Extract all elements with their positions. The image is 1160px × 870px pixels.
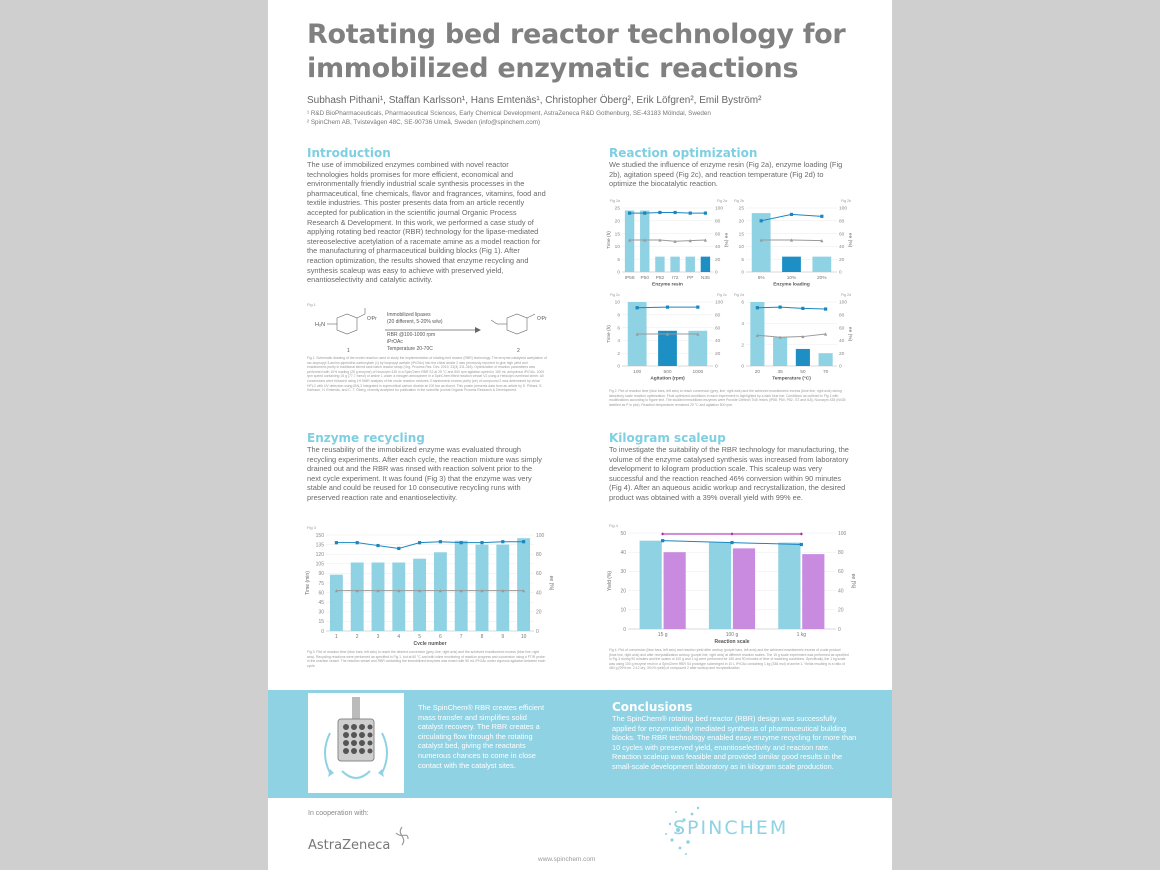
point	[779, 306, 782, 309]
conclusions-section	[612, 700, 857, 772]
fig2a-label-right: Fig 2a	[717, 199, 727, 203]
bar	[773, 337, 787, 366]
optimization-title: Reaction optimization	[609, 146, 758, 160]
fig2c-label: Fig 2c	[610, 293, 620, 297]
bar	[782, 257, 801, 272]
recycling-section	[307, 431, 547, 503]
x-tick-label: 1	[335, 634, 338, 640]
y2-axis-title: ee (%)	[850, 573, 856, 589]
authors: Subhash Pithani¹, Staffan Karlsson¹, Hans Emtenäs¹, Christopher Öberg², Erik Löfgren², Emil Byström²	[307, 95, 762, 106]
optimization-text: We studied the influence of enzyme resin (Fig 2a), enzyme loading (Fig 2b), agitation speed (Fig 2c), and reaction temperature (Fig 2d) to optimize the biocatalytic reaction.	[609, 160, 843, 189]
x-tick-label: 7	[459, 634, 463, 640]
y2-tick-label: 80	[839, 219, 845, 225]
point	[439, 540, 442, 543]
point	[661, 539, 664, 542]
y-tick-label: 8	[617, 313, 620, 319]
point	[824, 307, 827, 310]
bar	[517, 538, 530, 631]
point	[356, 541, 359, 544]
y-tick-label: 0	[741, 270, 744, 276]
y-tick-label: 4	[617, 339, 620, 345]
fig2b-chart	[729, 196, 853, 292]
x-tick-label: 1 kg	[796, 632, 807, 638]
bar	[812, 257, 831, 272]
point	[376, 544, 379, 547]
y2-tick-label: 100	[839, 300, 848, 306]
x-tick-label: PP	[687, 275, 694, 281]
x-tick-label: IP58	[624, 275, 635, 281]
point	[397, 547, 400, 550]
y-tick-label: 6	[741, 300, 744, 306]
spinchem-logo: SPINCHEM	[673, 817, 789, 839]
x-tick-label: 100 g	[725, 632, 739, 638]
bar	[372, 563, 385, 631]
bottom-band	[268, 690, 892, 798]
y2-tick-label: 80	[838, 549, 844, 556]
y-axis-title: Yield (%)	[607, 570, 613, 592]
bar	[413, 559, 426, 631]
y-axis-title: Time (min)	[305, 571, 311, 595]
bar	[819, 353, 833, 366]
y-tick-label: 120	[315, 551, 324, 558]
condition-2: (20 different, 5-20% w/w)	[387, 319, 443, 325]
point	[480, 541, 483, 544]
x-tick-label: 70	[822, 369, 829, 375]
bar	[701, 257, 710, 272]
y-tick-label: 5	[741, 257, 744, 263]
x-tick-label: 500	[663, 369, 672, 375]
series-line	[757, 307, 825, 309]
bar	[778, 543, 800, 629]
x-tick-label: 50	[800, 369, 806, 375]
fig2b-label: Fig 2b	[734, 199, 744, 203]
x-tick-label: I72	[671, 275, 679, 281]
y2-tick-label: 60	[838, 569, 844, 576]
fig3-chart	[304, 527, 554, 645]
condition-1: Immobilized lipases	[387, 312, 431, 318]
cooperation-label: In cooperation with:	[308, 810, 369, 817]
bar	[802, 554, 824, 629]
y2-tick-label: 0	[536, 628, 539, 635]
product-label: 2	[517, 348, 520, 354]
y2-tick-label: 60	[536, 571, 542, 578]
poster	[268, 0, 892, 870]
point	[501, 540, 504, 543]
introduction-text: The use of immobilized enzymes combined with novel reactor technologies holds promises for more efficient, economical and environmentally friendly industrial scale synthesis processes in the pharmaceutical, fine chemicals, flavor and fragrances, vitamins, food and textile industries. This poster presents data from an article recently accepted for publication in the scientific journal Organic Process Research & Development. In this work, we performed a case study of applying rotating bed reactor (RBR) technology for the lipase-mediated stereoselective acetylation of a racemate amine as a model reaction for the manufacturing of pharmaceutical building blocks (Fig 1). After reaction optimization, the results showed that enzyme recycling and synthesis scaleup was easy to achieve with preserved yield, enantioselectivity and catalytic activity.	[307, 160, 546, 285]
y-tick-label: 20	[620, 588, 626, 595]
y2-tick-label: 60	[839, 232, 845, 238]
point	[820, 215, 823, 218]
y-tick-label: 30	[318, 609, 324, 616]
y-tick-label: 45	[318, 599, 324, 606]
y-tick-label: 0	[623, 626, 626, 633]
y-tick-label: 50	[620, 530, 626, 537]
fig2d-chart	[729, 290, 853, 386]
x-tick-label: 4	[397, 634, 401, 640]
fig4-chart	[606, 525, 856, 643]
x-tick-label: 15 g	[657, 632, 668, 638]
y2-tick-label: 40	[715, 339, 721, 345]
bar	[658, 331, 677, 366]
conclusions-title: Conclusions	[612, 700, 693, 714]
fig1-caption: Fig 1. Schematic drawing of the model reaction used to study the implementation of rotating bed reactor (RBR) technology. The enzyme-catalysed acetylation of rac-isopropyl 3-amino-piperidine-carboxylate (1) by isopropyl acetate (iPrOAc) into the chiral amide 2 was previously reported to give high yield and enantiomeric purity in traditional stirred tank batch reactor setup (Org. Process Res. Dev. 2019, 23(3) 311-316). Optimization of reaction parameters was performed with 10% loading (25 g enzyme) of Novozym 435 in a SpinChem RBR S2 at 25 °C and 500 rpm agitation speed in 150 mL anhydrous iPrOAc. 1000 rpm speed containing 15 g (77.7 mmol) of amine 1 under a nitrogen atmosphere in a SpinChem fitted reaction vessel V2 using a Heidolph overhead stirrer. All conversions were followed using 1H NMR analysis of the crude reaction mixtures. Enantiomeric excess purity (ee) of compound 2 was determined by chiral HPLC with UV detection using IBN-3 Integrated in supercritical carbon dioxide at 100 bar as eluent. This poster presents data from an article by S. Pithani, S. Karlsson, H. Emtenäs, and C. T. Öberg, recently accepted for publication in the scientific journal Organic Process Research & Development.	[307, 356, 547, 393]
point	[790, 213, 793, 216]
x-axis-title: Enzyme loading	[773, 282, 810, 288]
point	[628, 212, 631, 215]
y-tick-label: 30	[620, 569, 626, 576]
y2-tick-label: 40	[838, 588, 844, 595]
y2-tick-label: 0	[839, 364, 842, 370]
x-tick-label: 5	[418, 634, 421, 640]
y-tick-label: 10	[738, 245, 744, 251]
point	[643, 212, 646, 215]
introduction-title: Introduction	[307, 146, 391, 160]
y-tick-label: 15	[318, 619, 324, 626]
rbr-description: The SpinChem® RBR creates efficient mass transfer and simplifies solid catalyst recovery. The RBR creates a circulating flow through the rotating catalyst bed, giving the reactants numerous chances to come in close contact with the catalyst sites.	[418, 703, 545, 770]
y2-axis-title: ee (%)	[847, 326, 852, 342]
scaleup-title: Kilogram scaleup	[609, 431, 726, 445]
y-tick-label: 0	[741, 364, 744, 370]
y2-tick-label: 20	[536, 609, 542, 616]
rbr-illustration-panel	[308, 693, 404, 793]
condition-4: iPrOAc	[387, 339, 403, 345]
point	[658, 211, 661, 214]
x-tick-label: 5%	[757, 275, 765, 281]
scaleup-section	[609, 431, 849, 503]
y2-tick-label: 100	[715, 300, 724, 306]
y-tick-label: 25	[738, 206, 744, 212]
x-tick-label: 100	[633, 369, 642, 375]
introduction-section	[307, 146, 547, 285]
recycling-text: The reusability of the immobilized enzyme was evaluated through recycling experiments. After each cycle, the reaction mixture was simply drained out and the RBR was rinsed with reaction solvent prior to the next cycle experiment. It was found (Fig 3) that the enzyme was very stable and could be reused for 10 consecutive recycling runs with preserved reaction rate and enantioselectivity.	[307, 445, 542, 502]
y-tick-label: 20	[738, 219, 744, 225]
fig2c-label-right: Fig 2c	[717, 293, 727, 297]
fig2b-label-right: Fig 2b	[841, 199, 851, 203]
point	[418, 541, 421, 544]
y2-tick-label: 80	[839, 313, 845, 319]
x-tick-label: 20%	[817, 275, 827, 281]
affiliation-1: ¹ R&D BioPharmaceuticals, Pharmaceutical Sciences, Early Chemical Development, AstraZeneca R&D Gothenburg, SE-43183 Mölndal, Sweden	[307, 110, 711, 117]
x-tick-label: P50	[640, 275, 650, 281]
y-tick-label: 90	[318, 571, 324, 578]
recycling-title: Enzyme recycling	[307, 431, 425, 445]
x-axis-title: Agitation (rpm)	[650, 376, 685, 382]
y2-axis-title: ee (%)	[847, 232, 852, 248]
x-tick-label: 6	[439, 634, 442, 640]
x-tick-label: 10%	[786, 275, 797, 281]
x-tick-label: 3	[376, 634, 380, 640]
y2-tick-label: 20	[839, 257, 845, 263]
svg-text:H₂N: H₂N	[315, 322, 326, 328]
x-tick-label: 2	[355, 634, 359, 640]
svg-text:OⁱPr: OⁱPr	[537, 316, 547, 322]
y2-tick-label: 40	[715, 245, 721, 251]
y-tick-label: 105	[315, 561, 324, 568]
condition-3: RBR @100-1000 rpm	[387, 332, 436, 338]
condition-5: Temperature 20-70C	[387, 346, 433, 352]
y2-axis-title: ee (%)	[548, 575, 554, 591]
y2-tick-label: 0	[715, 364, 718, 370]
fig2d-label: Fig 2d	[734, 293, 744, 297]
y2-tick-label: 20	[715, 257, 721, 263]
y-tick-label: 5	[617, 257, 620, 263]
y2-tick-label: 0	[839, 270, 842, 276]
bar	[670, 257, 679, 272]
y-tick-label: 75	[318, 580, 324, 587]
fig4-label: Fig 4	[609, 523, 618, 528]
point	[636, 306, 639, 309]
reactant-label: 1	[347, 348, 350, 354]
y2-tick-label: 0	[838, 626, 841, 633]
y2-tick-label: 100	[838, 530, 847, 537]
y2-tick-label: 100	[839, 206, 848, 212]
y-tick-label: 40	[620, 549, 626, 556]
bar	[496, 545, 509, 631]
x-tick-label: 10	[520, 634, 527, 640]
point	[704, 212, 707, 215]
point	[800, 543, 803, 546]
point	[335, 541, 338, 544]
rbr-illustration	[308, 693, 404, 793]
y-tick-label: 15	[738, 232, 744, 238]
point	[730, 541, 733, 544]
y2-tick-label: 60	[715, 326, 721, 332]
y-tick-label: 150	[315, 532, 324, 539]
reaction-scheme	[307, 306, 557, 362]
x-tick-label: P82	[655, 275, 665, 281]
y-tick-label: 0	[321, 628, 324, 635]
point	[760, 219, 763, 222]
y2-tick-label: 100	[536, 532, 545, 539]
series-line	[336, 542, 523, 549]
y-tick-label: 60	[318, 590, 324, 597]
point	[666, 306, 669, 309]
series-line	[757, 334, 825, 337]
x-tick-label: 20	[754, 369, 761, 375]
fig2d-label-right: Fig 2d	[841, 293, 851, 297]
y2-tick-label: 60	[839, 326, 845, 332]
astrazeneca-logo-text: AstraZeneca	[308, 838, 391, 853]
y2-tick-label: 60	[715, 232, 721, 238]
y2-tick-label: 20	[839, 351, 845, 357]
y-tick-label: 20	[614, 219, 620, 225]
fig1-label: Fig 1	[307, 302, 316, 307]
bar	[733, 548, 755, 629]
y2-tick-label: 40	[839, 245, 845, 251]
y-tick-label: 10	[614, 300, 620, 306]
y2-axis-title: ee (%)	[723, 232, 728, 248]
bar	[640, 541, 662, 629]
point	[460, 541, 463, 544]
y-tick-label: 15	[614, 232, 620, 238]
affiliation-2: ² SpinChem AB, Tvistevägen 48C, SE-90736 Umeå, Sweden (info@spinchem.com)	[307, 119, 541, 126]
x-tick-label: N35	[701, 275, 710, 281]
bar	[330, 575, 343, 631]
y-tick-label: 0	[617, 270, 620, 276]
fig3-label: Fig 3	[307, 525, 316, 530]
y-axis-title: Time (h)	[607, 231, 612, 249]
point	[522, 540, 525, 543]
fig2-caption: Fig 2. Plot of reaction time (blue bars, left axis) to reach conversion (grey, line, right axis) and the achieved enantiomeric excess (blue line, right axis) during laboratory scale reaction optimization. Final optimized conditions in each experiment is highlighted by a dark blue bar. Conditions as outlined in Fig 1 with modifications according to figure text. The studied immobilized enzymes were Purolite Lifetech Ti45 resins (IP58, P50, P82, I72 and I18), Novozym 435 (N435 labelled as P in plot). Reaction temperature remained 20 °C and agitation 500 rpm.	[609, 389, 846, 407]
conclusions-text: The SpinChem® rotating bed reactor (RBR) design was successfully applied for enzymatically mediated synthesis of pharmaceutical building blocks. The RBR technology enabled easy enzyme recycling for more than 10 cycles with preserved yield, enantioselectivity and reaction rate. Reaction scaleup was feasible and provided similar good results in the small-scale development laboratory as in kilogram scale production.	[612, 714, 857, 771]
bar	[709, 543, 731, 629]
bar	[686, 257, 695, 272]
fig2c-chart	[605, 290, 729, 386]
astrazeneca-symbol-icon	[393, 825, 411, 847]
bar	[392, 563, 405, 631]
website-link[interactable]: www.spinchem.com	[538, 856, 596, 863]
poster-title: Rotating bed reactor technology for immobilized enzymatic reactions	[307, 19, 846, 84]
y2-tick-label: 20	[715, 351, 721, 357]
optimization-section	[609, 146, 849, 189]
reactant-structure	[327, 308, 365, 334]
bar	[664, 552, 686, 629]
y2-tick-label: 40	[839, 339, 845, 345]
svg-text:OⁱPr: OⁱPr	[367, 316, 377, 322]
x-axis-title: Temperature (°C)	[772, 376, 811, 382]
fig2a-label: Fig 2a	[610, 199, 620, 203]
point	[696, 306, 699, 309]
fig2a-chart	[605, 196, 729, 292]
product-structure	[491, 314, 535, 334]
y-tick-label: 4	[741, 322, 744, 328]
y-tick-label: 10	[614, 245, 620, 251]
y-tick-label: 135	[315, 542, 324, 549]
y2-tick-label: 100	[715, 206, 724, 212]
bar	[351, 563, 364, 631]
bar	[688, 331, 707, 366]
y2-tick-label: 80	[536, 551, 542, 558]
y-tick-label: 10	[620, 607, 626, 614]
bar	[796, 349, 810, 366]
point	[756, 306, 759, 309]
x-axis-title: Reaction scale	[714, 639, 750, 643]
astrazeneca-logo	[308, 838, 390, 853]
point	[673, 211, 676, 214]
y2-tick-label: 0	[715, 270, 718, 276]
y-tick-label: 6	[617, 326, 620, 332]
x-tick-label: 1000	[692, 369, 704, 375]
x-tick-label: 35	[777, 369, 783, 375]
fig3-caption: Fig 3. Plot of reaction time (blue bars, left axis) to reach the desired conversion (grey, line, right axis) and the achieved enantiomeric excess (blue line, right axis). Recycling reactions were performed as specified in Fig 1, but at 60 °C and with inline monitoring of reaction progress and conversion using a FTIR probe in the reaction vessel. The reaction vessel and RBR containing the immobilized enzymes was rinsed with 50 mL iPrOAc under vigorous agitation between each cycle.	[307, 650, 546, 668]
fig4-caption: Fig 4. Plot of conversion (blue bars, left axis) and reaction yield after workup (purple bars, left axis) and the achieved enantiomeric excess of crude product (blue line, right axis) and after recrystallization workup (purple line, right axis) at different reaction scales. The 15 g scale experiment was performed as specified in Fig 3 during 90 minutes and the scales of 100 g and 1 kg were performed for 150 and 90 minutes of time of matching conditions. Specifically, the 1 kg scale was using 100 g enzyme resin in a SpinChem RBR S4 prototype submerged in 10 L iPrOAc containing 1 kg (338 mol) of amine 1. Yields resulting in a ratio of 460 g (99% ee, 2:12 dry, 39.0% yield) of compound 2 after workup and recrystallization.	[609, 648, 849, 671]
y-tick-label: 2	[741, 343, 744, 349]
bar	[476, 545, 489, 631]
y2-tick-label: 80	[715, 313, 721, 319]
scaleup-text: To investigate the suitability of the RBR technology for manufacturing, the volume of the enzyme catalysed synthesis was increased from laboratory development to kilogram production scale. This scaleup was very successful and the reaction reached 46% conversion within 90 minutes (Fig 4). After an aqueous acidic workup and recrystallization, the desired product was obtained with a 39% overall yield with 99% ee.	[609, 445, 849, 502]
y-tick-label: 0	[617, 364, 620, 370]
bar	[655, 257, 664, 272]
point	[801, 307, 804, 310]
y2-tick-label: 20	[838, 607, 844, 614]
x-axis-title: Cycle number	[413, 641, 447, 645]
x-tick-label: 8	[480, 634, 484, 640]
y-tick-label: 25	[614, 206, 620, 212]
affiliations	[307, 109, 867, 127]
x-tick-label: 9	[501, 634, 505, 640]
x-axis-title: Enzyme resin	[652, 282, 683, 288]
y-tick-label: 2	[617, 351, 620, 357]
y2-tick-label: 40	[536, 590, 542, 597]
y-axis-title: Time (h)	[607, 325, 612, 343]
y2-tick-label: 80	[715, 219, 721, 225]
bar	[455, 541, 468, 631]
point	[689, 212, 692, 215]
